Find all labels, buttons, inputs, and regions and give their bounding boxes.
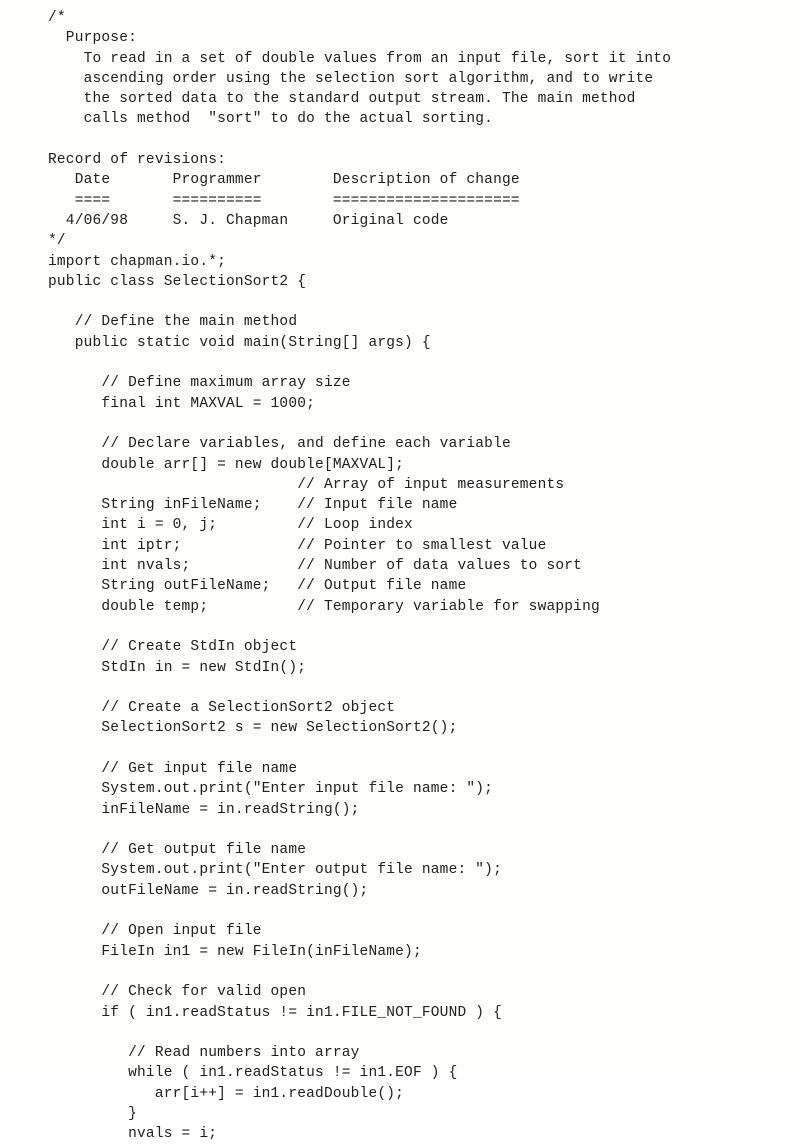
code-line (48, 414, 783, 434)
code-listing (48, 8, 783, 1145)
code-line: // Define maximum array size (48, 375, 351, 392)
code-line: if ( in1.readStatus != in1.FILE_NOT_FOUND ) { (48, 1004, 502, 1021)
code-line: int i = 0, j; // Loop index (48, 517, 413, 534)
code-line: ==== ========== ===================== (48, 192, 520, 209)
code-line: To read in a set of double values from an input file, sort it into (48, 50, 672, 67)
code-line: double arr[] = new double[MAXVAL]; (48, 456, 405, 473)
code-line: the sorted data to the standard output stream. The main method (48, 91, 636, 108)
code-line: StdIn in = new StdIn(); (48, 659, 307, 676)
code-line: // Create StdIn object (48, 639, 298, 656)
code-line (48, 353, 783, 373)
code-line: outFileName = in.readString(); (48, 882, 369, 899)
code-line: import chapman.io.*; (48, 253, 227, 270)
code-line (48, 678, 783, 698)
code-line (48, 130, 783, 150)
code-line (48, 1023, 783, 1043)
code-line (48, 292, 783, 312)
code-line: /* (48, 10, 66, 26)
code-line: // Get output file name (48, 842, 307, 859)
code-line: System.out.print("Enter output file name: "); (48, 862, 502, 879)
code-line: Purpose: (48, 30, 138, 47)
code-line (48, 901, 783, 921)
code-line: ascending order using the selection sort algorithm, and to write (48, 70, 654, 87)
code-line: nvals = i; (48, 1126, 218, 1143)
code-line: */ (48, 233, 66, 250)
code-line (48, 820, 783, 840)
code-line: Date Programmer Description of change (48, 172, 520, 189)
code-line (48, 739, 783, 759)
code-line: } (48, 1106, 138, 1123)
code-line: final int MAXVAL = 1000; (48, 395, 316, 412)
code-line: inFileName = in.readString(); (48, 801, 360, 818)
code-line: // Define the main method (48, 314, 298, 331)
code-line (48, 617, 783, 637)
code-line: // Get input file name (48, 760, 298, 777)
code-line: FileIn in1 = new FileIn(inFileName); (48, 943, 422, 960)
code-line: // Check for valid open (48, 984, 307, 1001)
code-line: // Open input file (48, 923, 262, 940)
code-line: calls method "sort" to do the actual sorting. (48, 111, 494, 128)
code-line: public static void main(String[] args) { (48, 334, 431, 351)
code-line: int nvals; // Number of data values to sort (48, 558, 583, 575)
code-line: double temp; // Temporary variable for swapping (48, 598, 600, 615)
code-line: String inFileName; // Input file name (48, 497, 458, 514)
code-line: // Read numbers into array (48, 1045, 360, 1062)
code-line: Record of revisions: (48, 152, 227, 169)
code-line: while ( in1.readStatus != in1.EOF ) { (48, 1065, 458, 1082)
code-line: int iptr; // Pointer to smallest value (48, 537, 547, 554)
code-line: // Create a SelectionSort2 object (48, 700, 396, 717)
code-line: SelectionSort2 s = new SelectionSort2(); (48, 720, 458, 737)
code-line: String outFileName; // Output file name (48, 578, 467, 595)
code-line: 4/06/98 S. J. Chapman Original code (48, 212, 449, 229)
code-line: // Declare variables, and define each variable (48, 436, 511, 453)
code-line: // Array of input measurements (48, 476, 565, 493)
code-line (48, 962, 783, 982)
code-line: public class SelectionSort2 { (48, 273, 307, 290)
code-line: arr[i++] = in1.readDouble(); (48, 1085, 405, 1102)
code-line: System.out.print("Enter input file name: "); (48, 781, 494, 798)
